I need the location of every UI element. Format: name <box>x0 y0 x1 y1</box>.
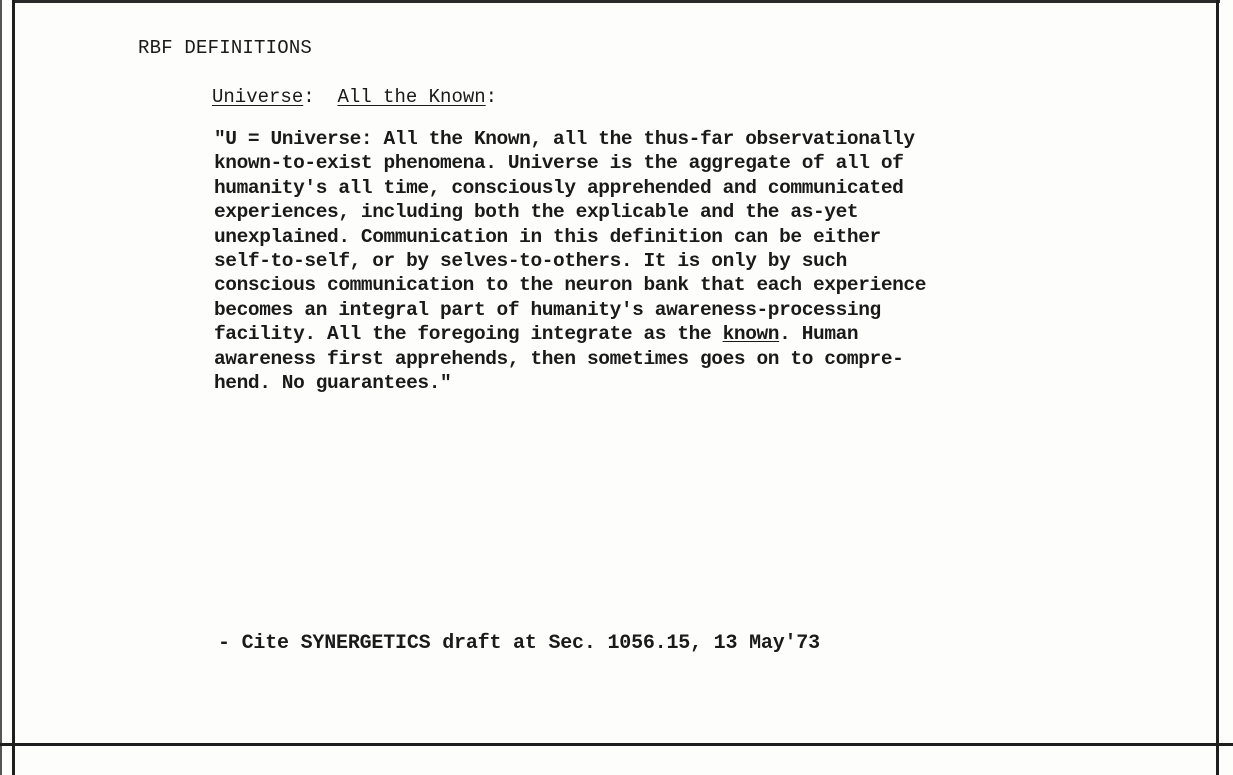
emphasized-word-known: known <box>722 323 780 346</box>
line-text: facility. All the foregoing integrate as the <box>214 323 723 346</box>
term-word: Universe <box>212 86 304 108</box>
citation: - Cite SYNERGETICS draft at Sec. 1056.15, 13 May'73 <box>218 632 820 655</box>
definition-line: experiences, including both the explicable and the as-yet <box>214 201 859 224</box>
document-heading: RBF DEFINITIONS <box>138 37 313 59</box>
term-gloss-suffix: : <box>485 86 498 108</box>
definition-line: unexplained. Communication in this definition can be either <box>214 225 881 248</box>
definition-paragraph <box>214 127 1124 395</box>
definition-line: becomes an integral part of humanity's awareness-processing <box>214 298 881 321</box>
definition-line: hend. No guarantees." <box>214 372 452 395</box>
definition-line: "U = Universe: All the Known, all the thus-far observationally <box>214 128 915 150</box>
term-gloss: All the Known <box>337 86 486 108</box>
term-separator: : <box>303 86 315 108</box>
card-border-bottom <box>0 743 1233 746</box>
definition-line: humanity's all time, consciously apprehended and communicated <box>214 176 904 199</box>
card-border-right <box>1216 0 1219 775</box>
definition-line: self-to-self, or by selves-to-others. It is only by such <box>214 250 847 273</box>
page-edge <box>0 0 2 775</box>
definition-line <box>214 322 1124 346</box>
definition-line: known-to-exist phenomena. Universe is the aggregate of all of <box>214 152 904 175</box>
card-border-top <box>12 0 1220 3</box>
line-text: . Human <box>779 323 859 346</box>
term-heading <box>212 86 497 108</box>
card-border-left <box>12 0 15 775</box>
definition-line: awareness first apprehends, then sometimes goes on to compre- <box>214 347 904 370</box>
definition-line: conscious communication to the neuron bank that each experience <box>214 274 927 297</box>
